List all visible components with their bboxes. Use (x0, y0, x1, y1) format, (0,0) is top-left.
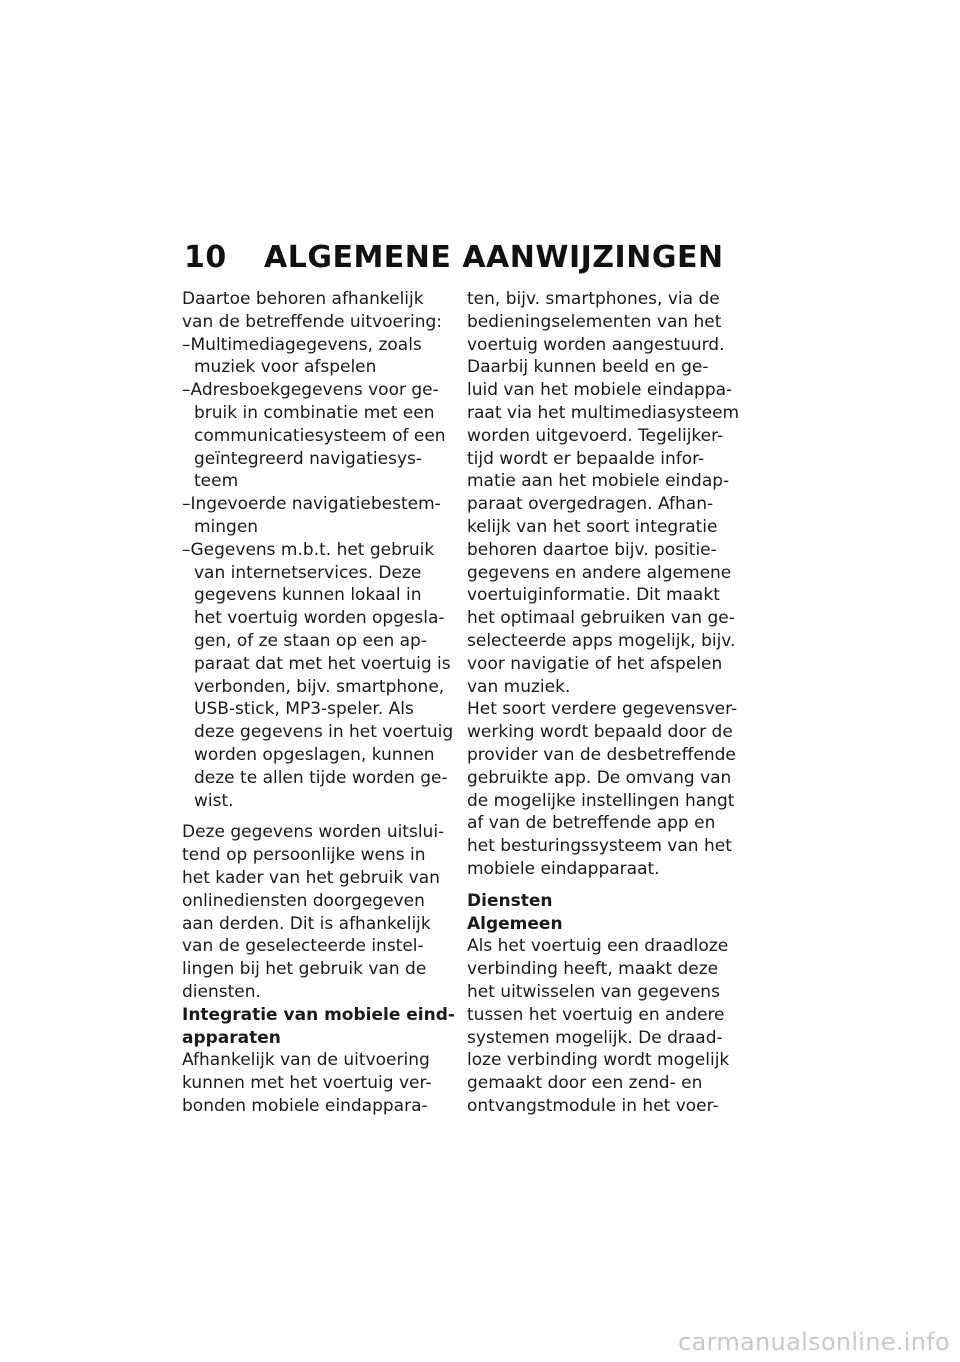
text-line: paraat dat met het voertuig is (194, 653, 451, 674)
text-line: diensten. (182, 981, 261, 1002)
text-line: het voertuig worden opgesla- (194, 608, 445, 629)
text-line: kunnen met het voertuig ver- (182, 1073, 432, 1094)
text-line: Als het voertuig een draadloze (467, 936, 729, 957)
text-line: aan derden. Dit is afhankelijk (182, 913, 431, 934)
text-line: communicatiesysteem of een (194, 425, 446, 446)
text-line: Deze gegevens worden uitslui- (182, 822, 445, 843)
text-line: tijd wordt er bepaalde infor- (467, 448, 705, 469)
text-line: het optimaal gebruiken van ge- (467, 608, 735, 629)
section-title: ALGEMENE AANWIJZINGEN (264, 240, 724, 275)
text-line: van internetservices. Deze (194, 562, 422, 583)
text-line: de mogelijke instellingen hangt (467, 790, 735, 811)
text-line: mobiele eindapparaat. (467, 858, 660, 879)
text-line: provider van de desbetreffende (467, 744, 736, 765)
text-line: raat via het multimediasysteem (467, 402, 740, 423)
list-item: –Gegevens m.b.t. het gebruik (182, 539, 435, 560)
text-line: geïntegreerd navigatiesys- (194, 448, 423, 469)
text-line: muziek voor afspelen (194, 357, 377, 378)
text-line: werking wordt bepaald door de (467, 722, 733, 743)
subheading: Integratie van mobiele eind- (182, 1004, 455, 1025)
watermark: carmanualsonline.info (678, 1328, 950, 1356)
text-line: selecteerde apps mogelijk, bijv. (467, 630, 736, 651)
text-line: verbinding heeft, maakt deze (467, 959, 719, 980)
section-number: 10 (184, 240, 227, 275)
text-line: voor navigatie of het afspelen (467, 653, 723, 674)
list-item: –Ingevoerde navigatiebestem- (182, 494, 441, 515)
text-line: voertuiginformatie. Dit maakt (467, 585, 720, 606)
text-line: ten, bijv. smartphones, via de (467, 289, 720, 309)
text-line: wist. (194, 790, 234, 811)
text-line: ontvangstmodule in het voer- (467, 1095, 719, 1116)
text-line: verbonden, bijv. smartphone, (194, 676, 445, 697)
text-line: deze te allen tijde worden ge- (194, 767, 448, 788)
text-line: mingen (194, 516, 259, 537)
text-line: Het soort verdere gegevensver- (467, 699, 738, 720)
text-line: gebruikte app. De omvang van (467, 767, 732, 788)
text-line: bedieningselementen van het (467, 311, 722, 332)
right-column (467, 288, 740, 1118)
text-line: voertuig worden aangestuurd. (467, 334, 725, 355)
text-line: gemaakt door een zend- en (467, 1073, 703, 1094)
text-line: bonden mobiele eindappara- (182, 1095, 428, 1116)
text-line: systemen mogelijk. De draad- (467, 1027, 723, 1048)
text-line: matie aan het mobiele eindap- (467, 471, 730, 492)
text-line: gegevens en andere algemene (467, 562, 732, 583)
text-line: worden opgeslagen, kunnen (194, 744, 435, 765)
text-line: Daartoe behoren afhankelijk (182, 289, 424, 309)
text-line: bruik in combinatie met een (194, 402, 435, 423)
text-line: het besturingssysteem van het (467, 836, 732, 857)
text-line: tussen het voertuig en andere (467, 1004, 725, 1025)
text-line: tend op persoonlijke wens in (182, 845, 426, 866)
list-item: –Adresboekgegevens voor ge- (182, 380, 439, 401)
subheading: apparaten (182, 1027, 281, 1048)
subheading: Algemeen (467, 913, 563, 934)
text-line: van muziek. (467, 676, 571, 697)
text-line: af van de betreffende app en (467, 813, 716, 834)
text-line: loze verbinding wordt mogelijk (467, 1050, 730, 1071)
list-item: –Multimediagegevens, zoals (182, 334, 422, 355)
text-line: onlinediensten doorgegeven (182, 890, 425, 911)
text-line: paraat overgedragen. Afhan- (467, 494, 714, 515)
text-line: lingen bij het gebruik van de (182, 959, 427, 980)
text-line: luid van het mobiele eindappa- (467, 380, 733, 401)
text-line: teem (194, 471, 239, 492)
text-line: worden uitgevoerd. Tegelijker- (467, 425, 724, 446)
text-line: USB-stick, MP3-speler. Als (194, 699, 414, 720)
text-line: kelijk van het soort integratie (467, 516, 718, 537)
text-line: gen, of ze staan op een ap- (194, 630, 427, 651)
text-line: het kader van het gebruik van (182, 867, 440, 888)
text-line: het uitwisselen van gegevens (467, 981, 720, 1002)
text-line: deze gegevens in het voertuig (194, 722, 454, 743)
text-line: gegevens kunnen lokaal in (194, 585, 422, 606)
text-line: van de betreffende uitvoering: (182, 311, 442, 332)
left-column (182, 288, 455, 1118)
text-line: van de geselecteerde instel- (182, 936, 424, 957)
text-line: Afhankelijk van de uitvoering (182, 1050, 430, 1071)
text-line: behoren daartoe bijv. positie- (467, 539, 717, 560)
section-heading (184, 240, 784, 275)
text-line: Daarbij kunnen beeld en ge- (467, 357, 709, 378)
subheading: Diensten (467, 890, 553, 911)
